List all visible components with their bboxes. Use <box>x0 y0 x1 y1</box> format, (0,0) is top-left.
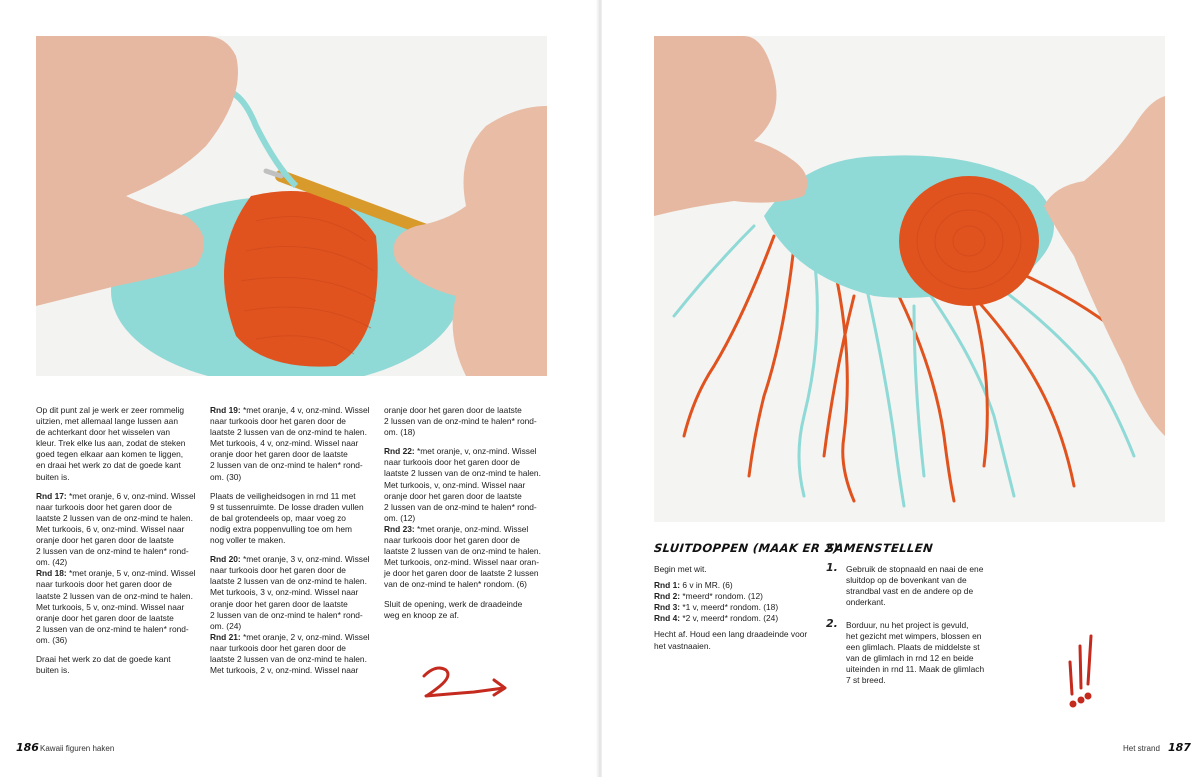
samenstellen-heading: SAMENSTELLEN <box>825 541 934 555</box>
round-instruction: Rnd 17: *met oranje, 6 v, onz-mind. Wissel naar turkoois door het garen door de laatste 2 lussen van de onz-mind te halen. Met turkoois, 6 v, onz-mind. Wissel naar oranje door het garen door de laatste 2 lussen van de onz-mind te halen* rond- om. (42) <box>36 490 196 568</box>
crochet-hands-photo <box>36 36 547 376</box>
sluitdoppen-rounds <box>654 580 844 624</box>
text-column-1 <box>36 405 206 684</box>
round-instruction: Rnd 21: *met oranje, 2 v, onz-mind. Wissel naar turkoois door het garen door de laatste 2 lussen van de onz-mind te halen. Met turkoois, 2 v, onz-mind. Wissel naar <box>210 631 370 676</box>
stuffing-ball-photo <box>654 36 1165 522</box>
exclamation-doodle-icon <box>1062 632 1098 714</box>
paragraph: Sluit de opening, werk de draadeinde weg en knoop ze af. <box>384 598 523 620</box>
round-instruction: Rnd 22: *met oranje, v, onz-mind. Wissel naar turkoois door het garen door de laatste 2 lussen van de onz-mind te halen. Met turkoois, v, onz-mind. Wissel naar oranje door het garen door de laatste 2 lussen van de onz-mind te halen* rond- om. (12) <box>384 446 541 523</box>
sluitdoppen-heading: SLUITDOPPEN (MAAK ER 2) <box>653 541 840 555</box>
left-page <box>0 0 598 777</box>
step-text: Borduur, nu het project is gevuld, het gezicht met wimpers, blossen en een glimlach. Plaats de middelste st van de glimlach in rnd 12 en beide uiteinden in rnd 11. Maak de glimlach 7 st breed. <box>846 620 985 686</box>
round-instruction: Rnd 18: *met oranje, 5 v, onz-mind. Wissel naar turkoois door het garen door de laatste 2 lussen van de onz-mind te halen. Met turkoois, 5 v, onz-mind. Wissel naar oranje door het garen door de laatste 2 lussen van de onz-mind te halen* rond- om. (36) <box>36 568 196 645</box>
section-title-footer: Het strand <box>1123 744 1160 753</box>
crochet-illustration-icon <box>36 36 547 376</box>
arrow-doodle-icon <box>418 662 510 702</box>
paragraph: Draai het werk zo dat de goede kant buiten is. <box>36 653 171 676</box>
round-instruction: Rnd 23: *met oranje, onz-mind. Wissel naar turkoois door het garen door de laatste 2 lussen van de onz-mind te halen. Met turkoois, onz-mind. Wissel naar oran- je door het garen door de laatste 2 lussen van de onz-mind te halen* rondom. (6) <box>384 523 541 590</box>
paragraph: Plaats de veiligheidsogen in rnd 11 met 9 st tussenruimte. De losse draden vullen de bal grotendeels op, maar voeg zo nodig extra poppenvulling toe om hem nog voller te maken. <box>210 490 364 546</box>
round-instruction: Rnd 19: *met oranje, 4 v, onz-mind. Wissel naar turkoois door het garen door de laatste 2 lussen van de onz-mind te halen. Met turkoois, 4 v, onz-mind. Wissel naar oranje door het garen door de laatste 2 lussen van de onz-mind te halen* rond- om. (30) <box>210 405 370 482</box>
sluitdoppen-body <box>654 561 844 660</box>
step-number: 2. <box>826 617 838 630</box>
page-number-right: 187 <box>1168 741 1191 754</box>
text-column-3 <box>384 405 559 629</box>
sluitdoppen-intro: Begin met wit. <box>654 564 707 574</box>
yarn-ball-illustration-icon <box>654 36 1165 522</box>
round-line: Rnd 1: 6 v in MR. (6) <box>654 580 733 591</box>
round-line: Rnd 4: *2 v, meerd* rondom. (24) <box>654 613 779 624</box>
text-column-2 <box>210 405 382 684</box>
round-line: Rnd 3: *1 v, meerd* rondom. (18) <box>654 602 779 613</box>
assembly-step-2 <box>826 617 1006 690</box>
paragraph: oranje door het garen door de laatste 2 lussen van de onz-mind te halen* rond- om. (18) <box>384 405 537 438</box>
assembly-step-1 <box>826 561 1006 614</box>
round-line: Rnd 2: *meerd* rondom. (12) <box>654 591 763 602</box>
right-page <box>602 0 1200 777</box>
step-number: 1. <box>826 561 838 574</box>
page-number-left: 186 <box>16 741 39 754</box>
round-instruction: Rnd 20: *met oranje, 3 v, onz-mind. Wissel naar turkoois door het garen door de laatste 2 lussen van de onz-mind te halen. Met turkoois, 3 v, onz-mind. Wissel naar oranje door het garen door de laatste 2 lussen van de onz-mind te halen* rond- om. (24) <box>210 554 370 631</box>
paragraph: Op dit punt zal je werk er zeer rommelig uitzien, met allemaal lange lussen aan de achterkant door het wisselen van kleur. Trek elke lus aan, zodat de steken goed tegen elkaar aan komen te liggen, en draai het werk zo dat de goede kant buiten is. <box>36 405 186 482</box>
step-text: Gebruik de stopnaald en naai de ene sluitdop op de bovenkant van de strandbal vast en de andere op de onderkant. <box>846 564 984 608</box>
book-title-footer: Kawaii figuren haken <box>40 744 115 753</box>
sluitdoppen-outro: Hecht af. Houd een lang draadeinde voor het vastnaaien. <box>654 629 808 651</box>
